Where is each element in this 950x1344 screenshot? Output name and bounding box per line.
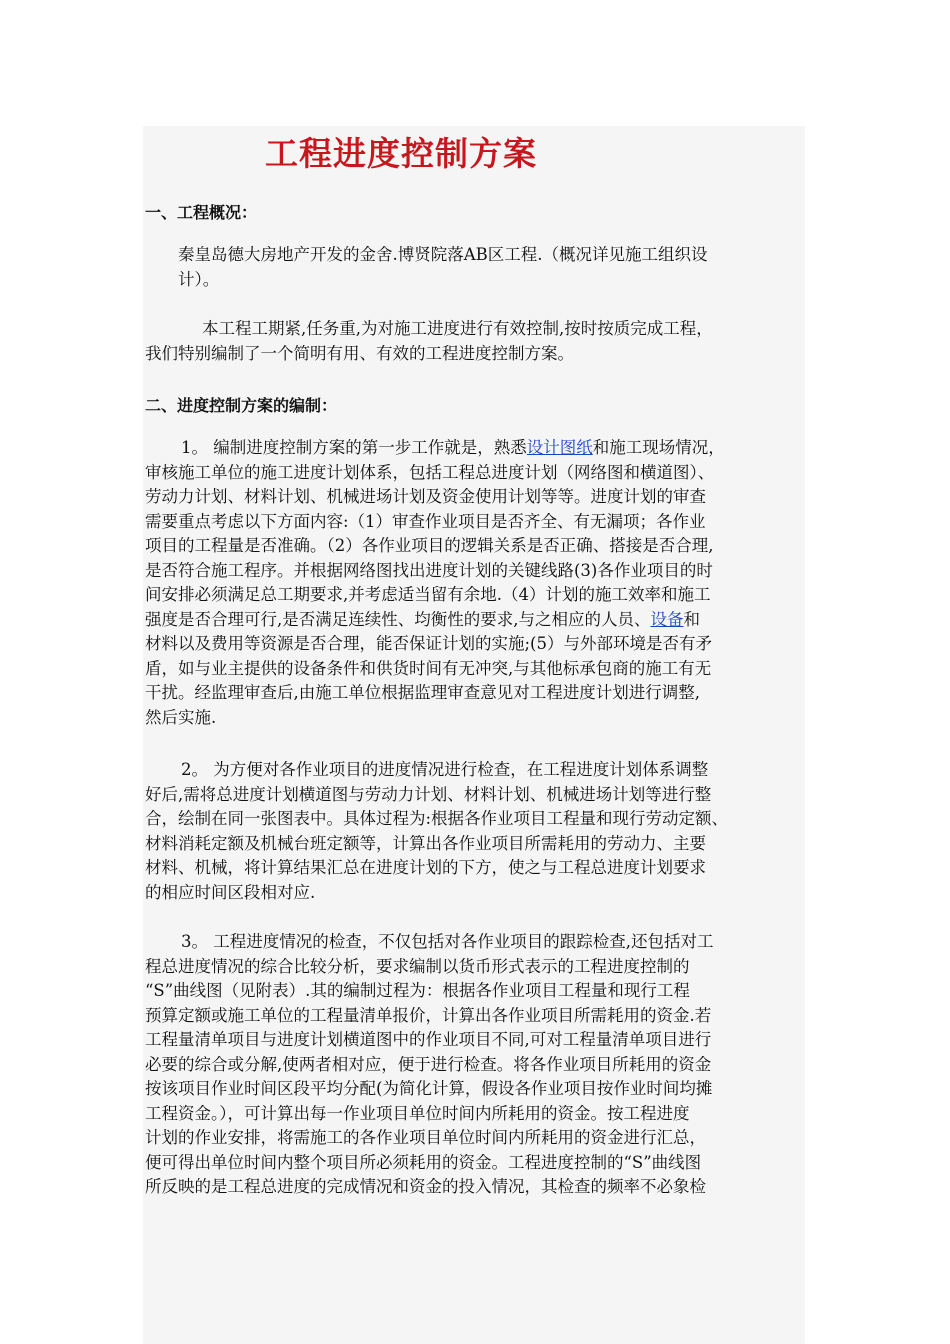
text-line: 预算定额或施工单位的工程量清单报价，计算出各作业项目所需耗用的资金.若: [145, 1005, 712, 1025]
text-line: 所反映的是工程总进度的完成情况和资金的投入情况，其检查的频率不必象检: [145, 1177, 706, 1196]
equipment-link[interactable]: 设备: [650, 609, 684, 629]
document-title: 工程进度控制方案: [265, 134, 537, 173]
text-line: 材料以及费用等资源是否合理，能否保证计划的实施;(5）与外部环境是否有矛: [145, 634, 712, 653]
text-line: 我们特别编制了一个简明有用、有效的工程进度控制方案。: [145, 343, 574, 363]
text-line: [145, 608, 805, 633]
text-line: 工程量清单项目与进度计划横道图中的作业项目不同,可对工程量清单项目进行: [145, 1030, 712, 1049]
text-run: 强度是否合理可行,是否满足连续性、均衡性的要求,与之相应的人员、: [145, 609, 651, 629]
text-line: 材料消耗定额及机械台班定额等，计算出各作业项目所需耗用的劳动力、主要: [145, 833, 706, 853]
overview-paragraph-2: [145, 317, 805, 366]
text-line: 间安排必须满足总工期要求,并考虑适当留有余地.（4）计划的施工效率和施工: [145, 585, 711, 604]
design-drawings-link[interactable]: 设计图纸: [526, 438, 593, 457]
text-line: [145, 436, 805, 461]
overview-paragraph-1: [178, 243, 805, 292]
text-line: 材料、机械，将计算结果汇总在进度计划的下方，使之与工程总进度计划要求: [145, 858, 706, 877]
text-line: 2。 为方便对各作业项目的进度情况进行检查，在工程进度计划体系调整: [181, 760, 709, 779]
text-line: 程总进度情况的综合比较分析，要求编制以货币形式表示的工程进度控制的: [145, 956, 690, 976]
text-line: 计）。: [178, 269, 220, 289]
section-heading-overview: 一、工程概况：: [145, 203, 258, 222]
plan-item-3: [145, 930, 805, 1200]
plan-item-1: [145, 436, 805, 730]
text-line: “S”曲线图（见附表）.其的编制过程为：根据各作业项目工程量和现行工程: [145, 981, 690, 1000]
text-run: 和施工现场情况，: [592, 438, 725, 457]
text-line: 3。 工程进度情况的检查，不仅包括对各作业项目的跟踪检查,还包括对工: [181, 932, 714, 951]
text-line: 然后实施.: [145, 707, 217, 727]
text-line: 工程资金。），可计算出每一作业项目单位时间内所耗用的资金。按工程进度: [145, 1103, 690, 1123]
text-run: 和: [683, 609, 700, 629]
text-line: 是否符合施工程序。并根据网络图找出进度计划的关键线路(3)各作业项目的时: [145, 560, 713, 580]
text-line: 的相应时间区段相对应.: [145, 882, 316, 902]
text-line: 必要的综合或分解,使两者相对应，便于进行检查。将各作业项目所耗用的资金: [145, 1054, 712, 1074]
text-line: 计划的作业安排，将需施工的各作业项目单位时间内所耗用的资金进行汇总，: [145, 1128, 706, 1147]
text-line: 便可得出单位时间内整个项目所必须耗用的资金。工程进度控制的“S”曲线图: [145, 1152, 702, 1172]
text-run: 1。 编制进度控制方案的第一步工作就是，熟悉: [181, 438, 527, 457]
text-line: 劳动力计划、材料计划、机械进场计划及资金使用计划等等。进度计划的审查: [145, 487, 706, 506]
text-line: 盾，如与业主提供的设备条件和供货时间有无冲突,与其他标承包商的施工有无: [145, 658, 712, 678]
section-heading-plan: 二、进度控制方案的编制：: [145, 396, 338, 415]
text-line: 按该项目作业时间区段平均分配(为简化计算，假设各作业项目按作业时间均摊: [145, 1079, 713, 1098]
text-line: 审核施工单位的施工进度计划体系，包括工程总进度计划（网络图和横道图）、: [145, 462, 715, 482]
text-line: 干扰。经监理审查后,由施工单位根据监理审查意见对工程进度计划进行调整,: [145, 683, 700, 702]
text-line: 需要重点考虑以下方面内容:（1）审查作业项目是否齐全、有无漏项；各作业: [145, 511, 706, 531]
text-line: 好后,需将总进度计划横道图与劳动力计划、材料计划、机械进场计划等进行整: [145, 784, 712, 804]
text-line: 秦皇岛德大房地产开发的金舍.博贤院落AB区工程.（概况详见施工组织设: [178, 245, 708, 264]
text-line: 项目的工程量是否准确。（2）各作业项目的逻辑关系是否正确、搭接是否合理,: [145, 536, 714, 555]
plan-item-2: [145, 758, 805, 905]
text-line: 合，绘制在同一张图表中。具体过程为:根据各作业项目工程量和现行劳动定额、: [145, 809, 729, 828]
text-line: 本工程工期紧,任务重,为对施工进度进行有效控制,按时按质完成工程，: [202, 319, 713, 338]
